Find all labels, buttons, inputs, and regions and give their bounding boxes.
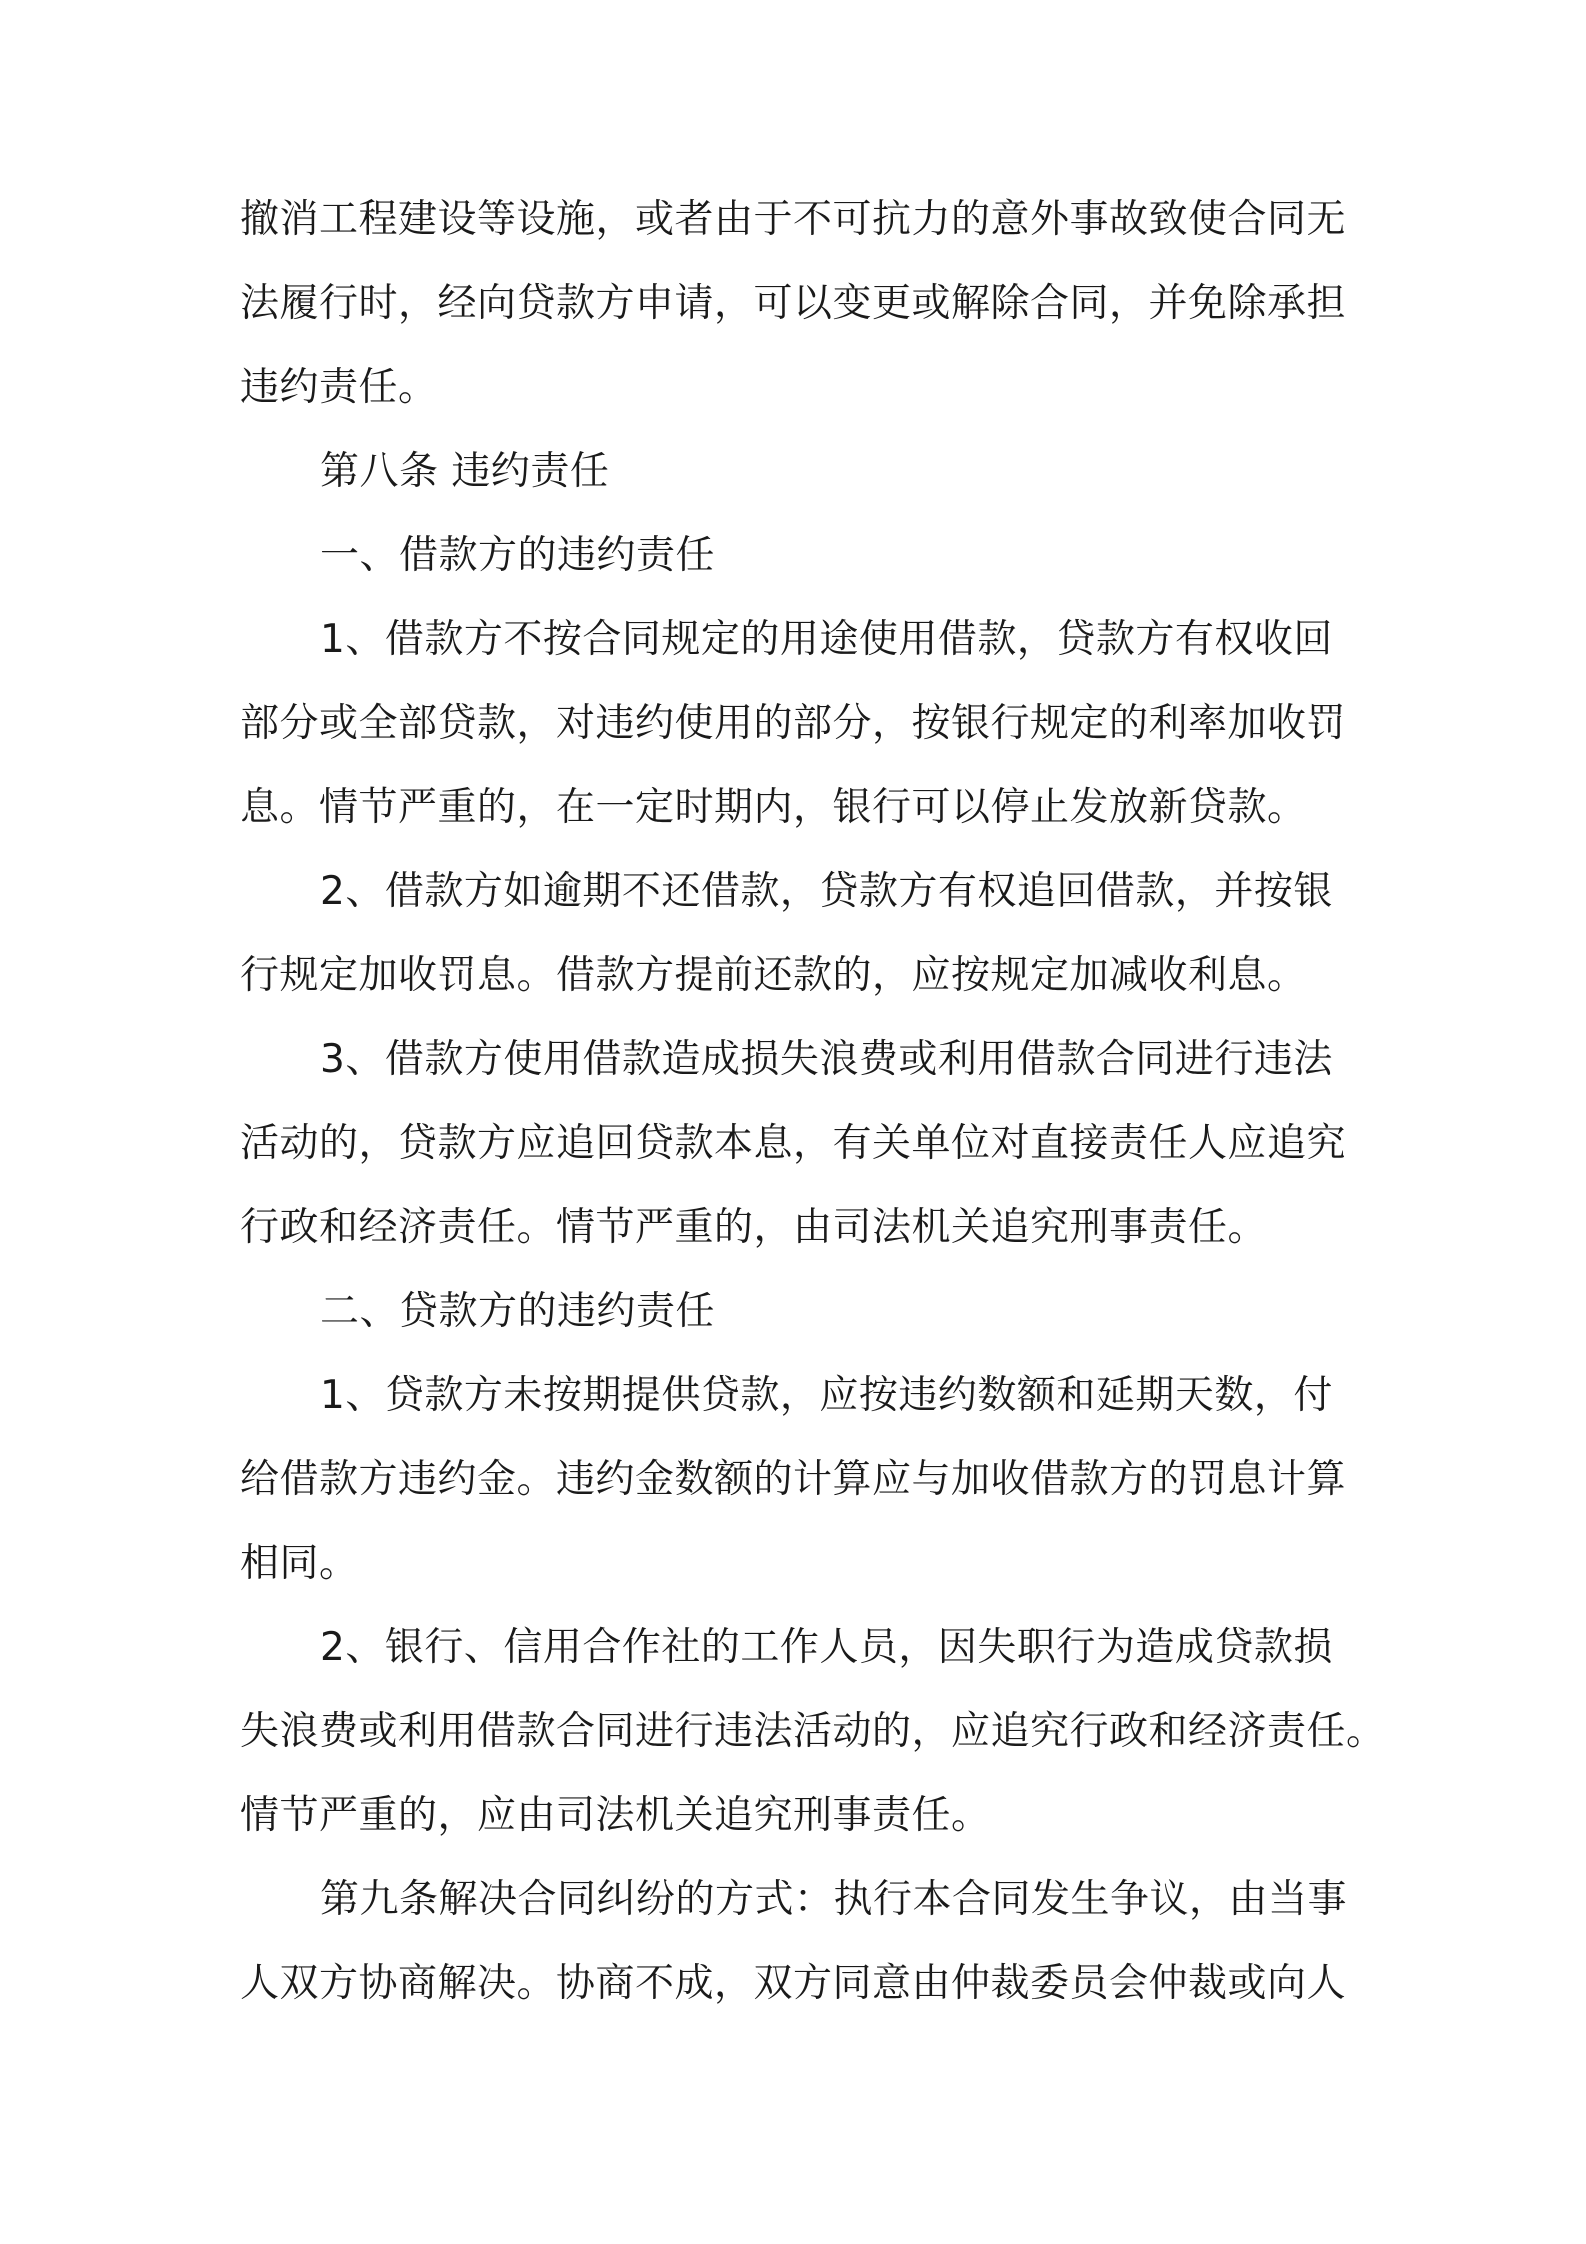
text-line: 法履行时，经向贷款方申请，可以变更或解除合同，并免除承担 [240, 281, 1347, 326]
text-line: 相同。 [240, 1541, 359, 1586]
text-line: 给借款方违约金。违约金数额的计算应与加收借款方的罚息计算 [240, 1457, 1347, 1502]
text-line: 违约责任。 [240, 365, 438, 410]
article-heading: 第八条 违约责任 [320, 449, 610, 494]
section-heading: 一、借款方的违约责任 [320, 533, 716, 578]
text-line: 行政和经济责任。情节严重的，由司法机关追究刑事责任。 [240, 1205, 1268, 1250]
text-line: 行规定加收罚息。借款方提前还款的，应按规定加减收利息。 [240, 953, 1307, 998]
text-line: 3、借款方使用借款造成损失浪费或利用借款合同进行违法 [320, 1037, 1333, 1082]
text-line: 活动的，贷款方应追回贷款本息，有关单位对直接责任人应追究 [240, 1121, 1347, 1166]
text-line: 人双方协商解决。协商不成，双方同意由仲裁委员会仲裁或向人 [240, 1961, 1347, 2006]
text-line: 2、银行、信用合作社的工作人员，因失职行为造成贷款损 [320, 1625, 1333, 1670]
text-line: 撤消工程建设等设施，或者由于不可抗力的意外事故致使合同无 [240, 197, 1347, 242]
text-line: 部分或全部贷款，对违约使用的部分，按银行规定的利率加收罚 [240, 701, 1347, 746]
text-line: 情节严重的，应由司法机关追究刑事责任。 [240, 1793, 991, 1838]
text-line: 息。情节严重的，在一定时期内，银行可以停止发放新贷款。 [240, 785, 1307, 830]
text-line: 1、借款方不按合同规定的用途使用借款，贷款方有权收回 [320, 617, 1333, 662]
section-heading: 二、贷款方的违约责任 [320, 1289, 716, 1334]
text-line: 1、贷款方未按期提供贷款，应按违约数额和延期天数，付 [320, 1373, 1333, 1418]
text-line: 2、借款方如逾期不还借款，贷款方有权追回借款，并按银 [320, 869, 1333, 914]
text-line: 失浪费或利用借款合同进行违法活动的，应追究行政和经济责任。 [240, 1709, 1386, 1754]
article-heading: 第九条解决合同纠纷的方式：执行本合同发生争议，由当事 [320, 1877, 1348, 1922]
